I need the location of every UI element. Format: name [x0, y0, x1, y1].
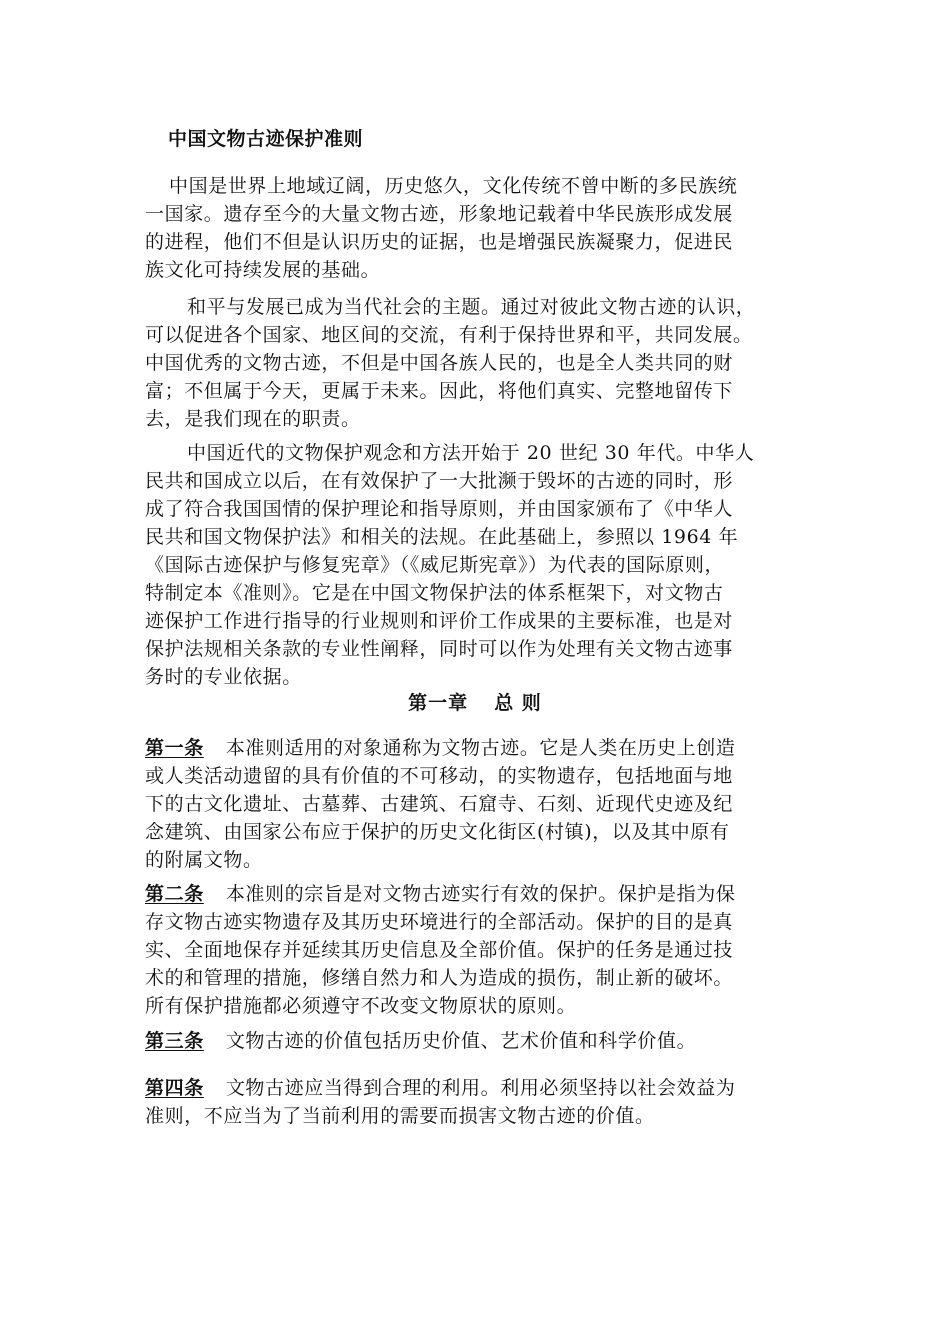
- text-line: 迹保护工作进行指导的行业规则和评价工作成果的主要标准，也是对: [145, 610, 734, 632]
- intro-paragraph-3: [145, 439, 805, 691]
- text-line: 富；不但属于今天，更属于未来。因此，将他们真实、完整地留传下: [145, 380, 734, 402]
- text-line: 第二条 本准则的宗旨是对文物古迹实行有效的保护。保护是指为保: [145, 883, 736, 905]
- text-line: 《国际古迹保护与修复宪章》（《威尼斯宪章》）为代表的国际原则，: [145, 554, 725, 576]
- chapter-name: 总 则: [494, 692, 542, 714]
- chapter-number: 第一章: [408, 692, 469, 714]
- article-label: 第四条: [145, 1077, 204, 1099]
- text-line: 所有保护措施都必须遵守不改变文物原状的原则。: [145, 995, 577, 1017]
- document-title: 中国文物古迹保护准则: [168, 128, 364, 150]
- article-1: [145, 734, 805, 874]
- text-line: 去，是我们现在的职责。: [145, 408, 361, 430]
- intro-paragraph-2: [145, 293, 805, 433]
- text-line: 或人类活动遗留的具有价值的不可移动，的实物遗存，包括地面与地: [145, 765, 734, 787]
- text-line: 中国是世界上地域辽阔，历史悠久，文化传统不曾中断的多民族统: [169, 175, 738, 197]
- article-4: [145, 1074, 805, 1130]
- text-line: 存文物古迹实物遗存及其历史环境进行的全部活动。保护的目的是真: [145, 911, 734, 933]
- text-line: 成了符合我国国情的保护理论和指导原则，并由国家颁布了《中华人: [145, 498, 734, 520]
- text-line: 一国家。遗存至今的大量文物古迹，形象地记载着中华民族形成发展: [145, 203, 734, 225]
- text-line: 保护法规相关条款的专业性阐释，同时可以作为处理有关文物古迹事: [145, 638, 734, 660]
- article-label: 第二条: [145, 883, 204, 905]
- text-line: 第一条 本准则适用的对象通称为文物古迹。它是人类在历史上创造: [145, 737, 736, 759]
- text-line: 族文化可持续发展的基础。: [145, 259, 381, 281]
- text-line: 第三条 文物古迹的价值包括历史价值、艺术价值和科学价值。: [145, 1030, 697, 1052]
- article-2: [145, 880, 805, 1020]
- text-line: 中国近代的文物保护观念和方法开始于 20 世纪 30 年代。中华人: [187, 442, 755, 464]
- text-line: 的附属文物。: [145, 849, 263, 871]
- text-line: 实、全面地保存并延续其历史信息及全部价值。保护的任务是通过技: [145, 939, 734, 961]
- text-line: 特制定本《准则》。它是在中国文物保护法的体系框架下，对文物古: [145, 582, 724, 604]
- text-line: 可以促进各个国家、地区间的交流，有利于保持世界和平，共同发展。: [145, 324, 753, 346]
- chapter-title: [0, 688, 950, 715]
- text-line: 民共和国成立以后，在有效保护了一大批濒于毁坏的古迹的同时，形: [145, 470, 734, 492]
- text-line: 下的古文化遗址、古墓葬、古建筑、石窟寺、石刻、近现代史迹及纪: [145, 793, 734, 815]
- text-line: 准则，不应当为了当前利用的需要而损害文物古迹的价值。: [145, 1105, 655, 1127]
- article-3: [145, 1027, 805, 1055]
- text-line: 和平与发展已成为当代社会的主题。通过对彼此文物古迹的认识，: [187, 296, 756, 318]
- text-line: 第四条 文物古迹应当得到合理的利用。利用必须坚持以社会效益为: [145, 1077, 736, 1099]
- text-line: 的进程，他们不但是认识历史的证据，也是增强民族凝聚力，促进民: [145, 231, 734, 253]
- text-line: 务时的专业依据。: [145, 666, 302, 688]
- text-line: 中国优秀的文物古迹，不但是中国各族人民的，也是全人类共同的财: [145, 352, 734, 374]
- text-line: 念建筑、由国家公布应于保护的历史文化街区(村镇)，以及其中原有: [145, 821, 730, 843]
- text-line: 民共和国文物保护法》和相关的法规。在此基础上，参照以 1964 年: [145, 526, 739, 548]
- text-line: 术的和管理的措施，修缮自然力和人为造成的损伤，制止新的破坏。: [145, 967, 734, 989]
- article-label: 第一条: [145, 737, 204, 759]
- intro-paragraph-1: [145, 172, 805, 284]
- article-label: 第三条: [145, 1030, 204, 1052]
